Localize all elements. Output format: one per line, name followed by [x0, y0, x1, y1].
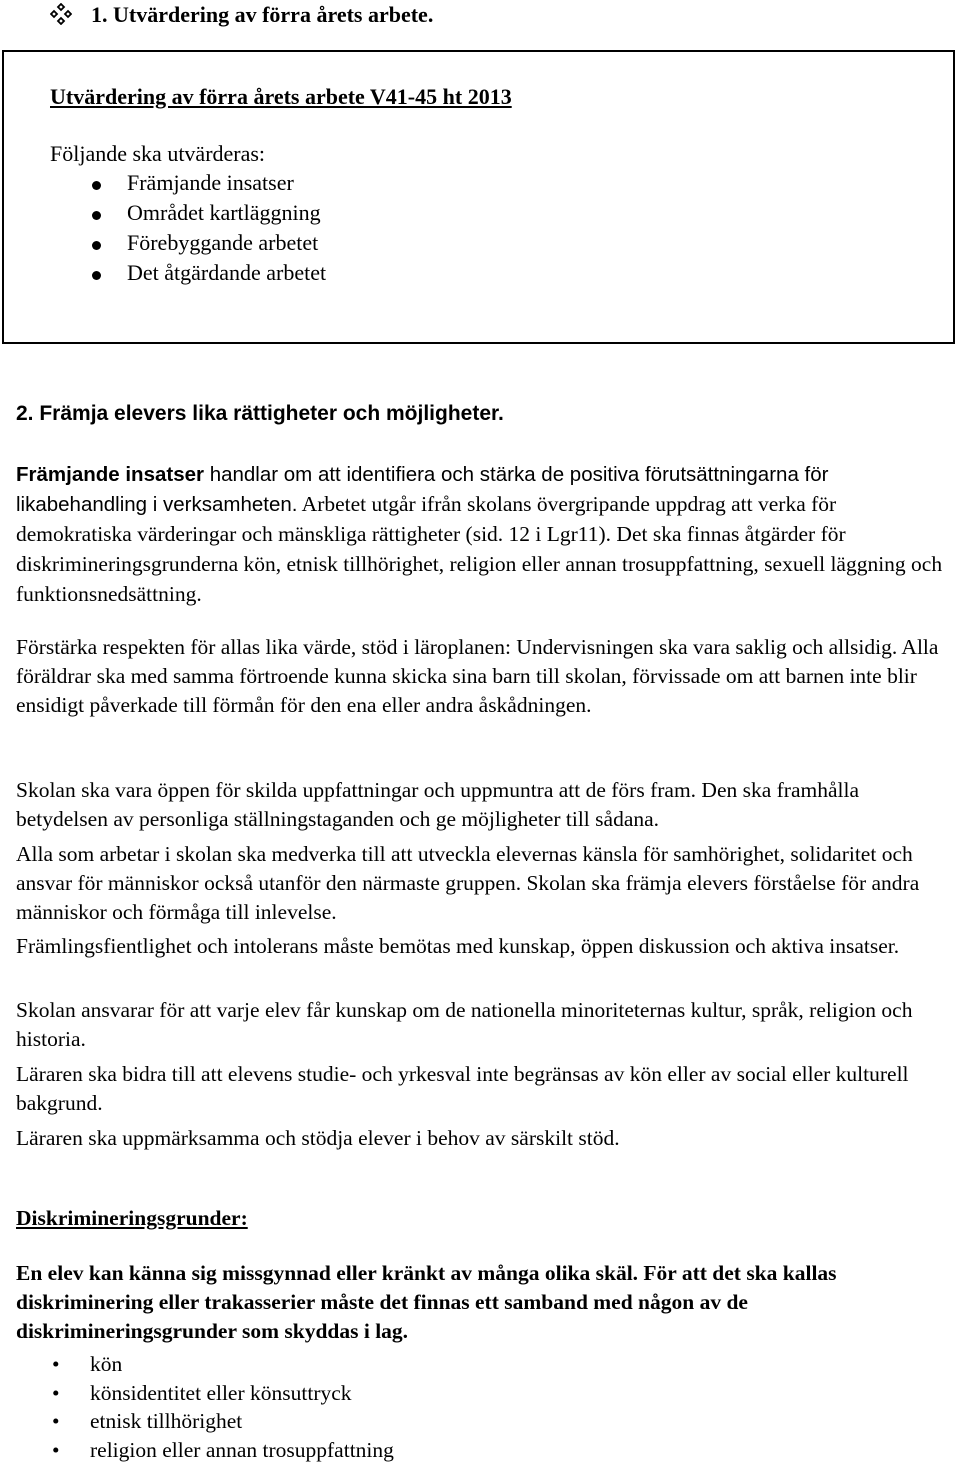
paragraph-text: Arbetet utgår ifrån skolans övergripande uppdrag att verka för demokratiska värderingar och mänskliga rättigheter (sid. 12 i Lgr11). Det ska finnas åtgärder för diskrimineringsgrunderna kön, etnisk tillhörighet, religion eller annan trosuppfattning, sexuell läggning och funktionsnedsättning. [16, 492, 943, 606]
diamond-bullet-icon [50, 3, 72, 25]
bullet-icon: • [52, 1352, 60, 1376]
paragraph-respect: Förstärka respekten för allas lika värde, stöd i läroplanen: Undervisningen ska vara saklig och allsidig. Alla föräldrar ska med samma förtroende kunna skicka sina barn till skolan, förvissade om att barnen inte blir ensidigt påverkade till förmån för den ena eller andra åskådningen. [16, 635, 939, 717]
discrimination-grounds-text: En elev kan känna sig missgynnad eller kränkt av många olika skäl. För att det ska kallas diskriminering eller trakasserier måste det finnas ett samband med någon av de diskrimineringsgrunder som skyddas i lag. [16, 1261, 837, 1343]
paragraph-bold-lead: Främjande insatser [16, 463, 204, 486]
list-item-label: etnisk tillhörighet [90, 1409, 243, 1433]
list-item-label: Främjande insatser [127, 170, 294, 195]
section-1-heading-text: 1. Utvärdering av förra årets arbete. [91, 2, 434, 27]
bullet-icon: • [52, 1438, 60, 1462]
paragraph-special-support: Läraren ska uppmärksamma och stödja elever i behov av särskilt stöd. [16, 1126, 620, 1150]
bullet-icon: • [52, 1409, 60, 1433]
evaluation-box-title: Utvärdering av förra årets arbete V41-45 ht 2013 [50, 84, 512, 109]
paragraph-minorities: Skolan ansvarar för att varje elev får kunskap om de nationella minoriteternas kultur, språk, religion och historia. [16, 998, 913, 1051]
list-item-label: Området kartläggning [127, 200, 321, 225]
list-item-label: könsidentitet eller könsuttryck [90, 1381, 352, 1405]
paragraph-promotional-measures [16, 460, 952, 610]
section-2-heading: 2. Främja elevers lika rättigheter och möjligheter. [16, 402, 504, 425]
list-item-label: religion eller annan trosuppfattning [90, 1438, 394, 1462]
paragraph-text: handlar om att identifiera och stärka de positiva förutsättningarna för likabehandling i verksamheten. [16, 463, 829, 516]
list-item-label: kön [90, 1352, 123, 1376]
discrimination-grounds-title: Diskrimineringsgrunder: [16, 1206, 248, 1230]
bullet-dot-icon [92, 241, 101, 250]
bullet-dot-icon [92, 181, 101, 190]
bullet-dot-icon [92, 211, 101, 220]
list-item-label: Det åtgärdande arbetet [127, 260, 327, 285]
bullet-icon: • [52, 1381, 60, 1405]
evaluation-box-intro: Följande ska utvärderas: [50, 141, 266, 166]
paragraph-solidarity: Alla som arbetar i skolan ska medverka till att utveckla elevernas känsla för samhörighet, solidaritet och ansvar för människor också utanför den närmaste gruppen. Skolan ska främja elevers förståelse för andra människor och förmåga till inlevelse. [16, 842, 920, 924]
paragraph-study-choice: Läraren ska bidra till att elevens studie- och yrkesval inte begränsas av kön eller av social eller kulturell bakgrund. [16, 1062, 909, 1115]
paragraph-open-school: Skolan ska vara öppen för skilda uppfattningar och uppmuntra att de förs fram. Den ska framhålla betydelsen av personliga ställningstaganden och ge möjligheter till sådana. [16, 778, 860, 831]
list-item-label: Förebyggande arbetet [127, 230, 319, 255]
paragraph-xenophobia: Främlingsfientlighet och intolerans måste bemötas med kunskap, öppen diskussion och aktiva insatser. [16, 934, 900, 958]
bullet-dot-icon [92, 271, 101, 280]
